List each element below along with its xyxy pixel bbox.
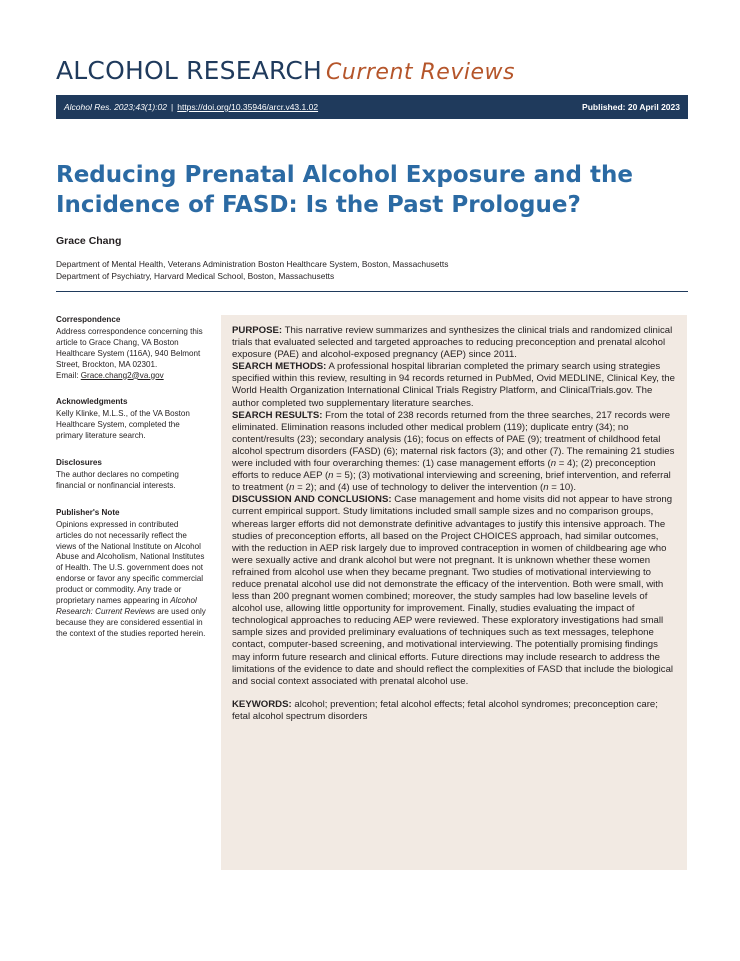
- abstract-results: [232, 410, 676, 495]
- publishers-note-part1: Opinions expressed in contributed articles do not necessarily reflect the views of the National Institute on Alcohol Abuse and Alcoholism, National Institutes of Health. The U.S. government does not endorse or favor any specific commercial product or commodity. Any trade or proprietary names appearing in: [56, 519, 205, 606]
- methods-label: SEARCH METHODS:: [232, 361, 327, 373]
- abstract-methods: [232, 361, 676, 409]
- abstract-keywords: [232, 699, 676, 723]
- correspondence-section: [56, 315, 206, 381]
- discussion-label: DISCUSSION AND CONCLUSIONS:: [232, 494, 392, 506]
- results-n-symbol: n: [550, 458, 557, 470]
- doi-link[interactable]: https://doi.org/10.35946/arcr.v43.1.02: [177, 102, 319, 112]
- publishers-note-section: [56, 508, 206, 640]
- email-link[interactable]: Grace.chang2@va.gov: [80, 370, 164, 380]
- abstract-purpose: [232, 325, 676, 361]
- results-n1: = 4); (2) preconception efforts to reduce AEP (: [232, 458, 656, 482]
- purpose-label: PURPOSE:: [232, 325, 283, 336]
- header-divider: [56, 291, 688, 292]
- journal-name: ALCOHOL RESEARCH: [56, 56, 323, 85]
- journal-masthead: [56, 58, 515, 84]
- disclosures-section: [56, 458, 206, 492]
- publishers-note-journal: Alcohol Research: Current Reviews: [56, 596, 197, 616]
- abstract-discussion: [232, 494, 676, 688]
- results-n4: = 10).: [548, 482, 577, 494]
- results-n-symbol: n: [328, 470, 334, 482]
- methods-text: A professional hospital librarian completed the primary search using strategies specified within this review, resulting in 94 records returned in PubMed, Ovid MEDLINE, Clinical Key, the World Health Organization International Clinical Trials Registry Platform, and ClinicalTrials.gov. The author completed two supplementary literature searches.: [232, 361, 675, 409]
- citation-ref: Alcohol Res. 2023;43(1):02: [64, 102, 168, 112]
- abstract-box: [221, 315, 687, 870]
- keywords-text: alcohol; prevention; fetal alcohol effects; fetal alcohol syndromes; preconception care; fetal alcohol spectrum disorders: [232, 698, 658, 722]
- acknowledgments-text: Kelly Klinke, M.L.S., of the VA Boston Healthcare System, completed the primary literature search.: [56, 409, 190, 441]
- author-name: Grace Chang: [56, 235, 122, 247]
- correspondence-text: Address correspondence concerning this article to Grace Chang, VA Boston Healthcare System (116A), 940 Belmont Street, Brockton, MA 02301.: [56, 326, 203, 369]
- sidebar: [56, 315, 206, 651]
- article-title: Reducing Prenatal Alcohol Exposure and the Incidence of FASD: Is the Past Prologue?: [56, 162, 633, 218]
- disclosures-text: The author declares no competing financial or nonfinancial interests.: [56, 469, 179, 490]
- published-date: Published: 20 April 2023: [582, 102, 680, 112]
- acknowledgments-section: [56, 397, 206, 442]
- publishers-note-text: [56, 520, 206, 640]
- correspondence-heading: Correspondence: [56, 315, 121, 324]
- purpose-text: This narrative review summarizes and synthesizes the clinical trials and randomized clinical trials that evaluated selected and targeted approaches to reducing preconception and prenatal alcohol exposure (PAE) and alcohol-exposed pregnancy (AEP) since 2011.: [232, 325, 673, 361]
- publishers-note-heading: Publisher's Note: [56, 507, 120, 517]
- journal-subtitle: Current Reviews: [326, 60, 515, 85]
- affiliation-1: Department of Mental Health, Veterans Administration Boston Healthcare System, Boston, Massachusetts: [56, 259, 449, 269]
- discussion-text: Case management and home visits did not appear to have strong current empirical support. Study limitations included small sample sizes and no comparison groups, whereas larger efforts did not demonstrate definitive advantages to justify this intensive approach. The studies of preconception efforts, all based on the Project CHOICES approach, had similar outcomes, with the reduction in AEP risk largely due to improved contraception in women of childbearing age who were sexually active and drank alcohol but were not pregnant. It is unknown whether these women refrained from alcohol use when they became pregnant. Two studies of motivational interviewing to reduce prenatal alcohol use did not demonstrate the efficacy of the intervention. Both were small, with less than 200 pregnant women combined; moreover, the study samples had low baseline levels of alcohol use, allowing little opportunity for improvement. Finally, studies evaluating the impact of technological approaches to reducing AEP were reviewed. These exploratory investigations had small sample sizes and provided preliminary evaluations of techniques such as text messages, telephone contact, computer-based screening, and motivational interviewing. The potentially promising findings may inform future research and clinical efforts. Future directions may include research to address the limitations of the evidence to date and should reflect the complexities of FASD that include the biological and social context associated with prenatal alcohol use.: [232, 494, 674, 687]
- results-n-symbol: n: [543, 482, 549, 494]
- results-n3: = 2); and (4) use of technology to deliver the intervention (: [294, 482, 544, 494]
- citation-bar: [56, 95, 688, 119]
- affiliations: [56, 258, 448, 282]
- disclosures-heading: Disclosures: [56, 458, 102, 468]
- results-text: From the total of 238 records returned from the three searches, 217 records were eliminated. Elimination reasons included other medical problem (119); duplicate entry (34); no content/results (23); secondary analysis (16); focus on effects of PAE (9); treatment of childhood fetal alcohol spectrum disorders (FASD) (6); maternal risk factors (3); and other (7). The remaining 21 studies were included with four overarching themes: (1) case management efforts (: [232, 409, 675, 470]
- citation-left: [64, 95, 318, 119]
- publishers-note-part2: are used only because they are considered essential in the context of the studies reported herein.: [56, 606, 206, 638]
- results-label: SEARCH RESULTS:: [232, 409, 323, 421]
- results-n2: = 5); (3) motivational interviewing and screening, brief intervention, and referral to treatment (: [232, 470, 671, 494]
- results-n-symbol: n: [289, 482, 295, 494]
- affiliation-2: Department of Psychiatry, Harvard Medical School, Boston, Massachusetts: [56, 271, 335, 281]
- citation-separator: |: [171, 102, 174, 112]
- acknowledgments-heading: Acknowledgments: [56, 397, 128, 407]
- keywords-label: KEYWORDS:: [232, 698, 292, 710]
- correspondence-email-line: [56, 371, 206, 382]
- email-label: Email:: [56, 370, 81, 380]
